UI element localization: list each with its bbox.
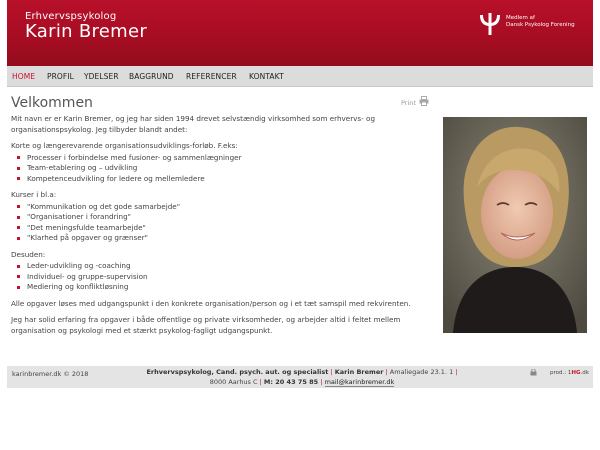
- print-link[interactable]: Print: [401, 99, 416, 107]
- membership-text: Medlem af Dansk Psykolog Forening: [506, 15, 575, 28]
- site-footer: [7, 366, 593, 388]
- list-item: Leder-udvikling og -coaching: [11, 261, 436, 272]
- nav-kontakt[interactable]: KONTAKT: [249, 72, 284, 81]
- experience-paragraph: Jeg har solid erfaring fra opgaver i både offentlige og private virksomheder, og arbejder altid i feltet mellem organisation og psykologi med et stærkt psykolog-fagligt udgangspunkt.: [11, 315, 401, 335]
- courses-list: [11, 153, 436, 185]
- list-item: "Organisationer i forandring": [11, 212, 436, 223]
- footer-phone: M: 20 43 75 85: [263, 378, 319, 386]
- email-link[interactable]: mail@karinbremer.dk: [324, 378, 395, 386]
- footer-address: Amaliegade 23.1. 1: [389, 368, 454, 376]
- producer-link[interactable]: prod.: 1HG.dk: [550, 370, 589, 376]
- site-title[interactable]: Karin Bremer: [25, 21, 148, 42]
- desuden-heading: Desuden:: [11, 249, 46, 259]
- list-item: "Det meningsfulde teamarbejde": [11, 223, 436, 234]
- contact-info: Erhvervspsykolog, Cand. psych. aut. og specialist | Karin Bremer | Amaliegade 23.1. 1 | 8000 Aarhus C | M: 20 43 75 85 | mail@karinbremer.dk: [146, 368, 458, 386]
- site-header: [7, 0, 593, 66]
- nav-home[interactable]: HOME: [12, 72, 36, 81]
- psychology-association-logo-icon[interactable]: [478, 13, 502, 35]
- main-nav: [7, 66, 593, 87]
- list-item: Mediering og konfliktløsning: [11, 282, 436, 293]
- list-item: Team-etablering og – udvikling: [11, 163, 436, 174]
- list-item: "Klarhed på opgaver og grænser": [11, 233, 436, 244]
- footer-city: 8000 Aarhus C: [209, 378, 258, 386]
- list-item: Kompetenceudvikling for ledere og mellemledere: [11, 174, 436, 185]
- intro-paragraph: Mit navn er er Karin Bremer, og jeg har siden 1994 drevet selvstændig virksomhed som erhvervs- og organisationspsykolog. Jeg tilbyder blandt andet:: [11, 114, 376, 134]
- courses-heading: Korte og længerevarende organisationsudviklings-forløb. F.eks:: [11, 141, 238, 150]
- kurser-heading: Kurser i bl.a:: [11, 190, 57, 199]
- header-subtitle: Erhvervspsykolog: [25, 11, 117, 22]
- intro-text-block: [11, 114, 436, 336]
- kurser-list: [11, 202, 436, 244]
- list-item: Individuel- og gruppe-supervision: [11, 272, 436, 283]
- copyright-text: karinbremer.dk © 2018: [12, 370, 89, 378]
- printer-icon[interactable]: [419, 96, 429, 106]
- page-wrapper: [7, 0, 593, 386]
- footer-title: Erhvervspsykolog, Cand. psych. aut. og specialist: [146, 368, 329, 376]
- page-title: Velkommen: [11, 95, 93, 111]
- footer-name: Karin Bremer: [334, 368, 384, 376]
- nav-baggrund[interactable]: BAGGRUND: [129, 72, 174, 81]
- list-item: Processer i forbindelse med fusioner- og sammenlægninger: [11, 153, 436, 164]
- portrait-photo: [443, 117, 587, 333]
- nav-profil[interactable]: PROFIL: [47, 72, 74, 81]
- desuden-list: [11, 261, 436, 293]
- producer-icon: [530, 369, 537, 376]
- nav-referencer[interactable]: REFERENCER: [186, 72, 237, 81]
- assignments-paragraph: Alle opgaver løses med udgangspunkt i den konkrete organisation/person og i et tæt samspil med rekvirenten.: [11, 298, 411, 308]
- nav-ydelser[interactable]: YDELSER: [84, 72, 119, 81]
- list-item: "Kommunikation og det gode samarbejde": [11, 202, 436, 213]
